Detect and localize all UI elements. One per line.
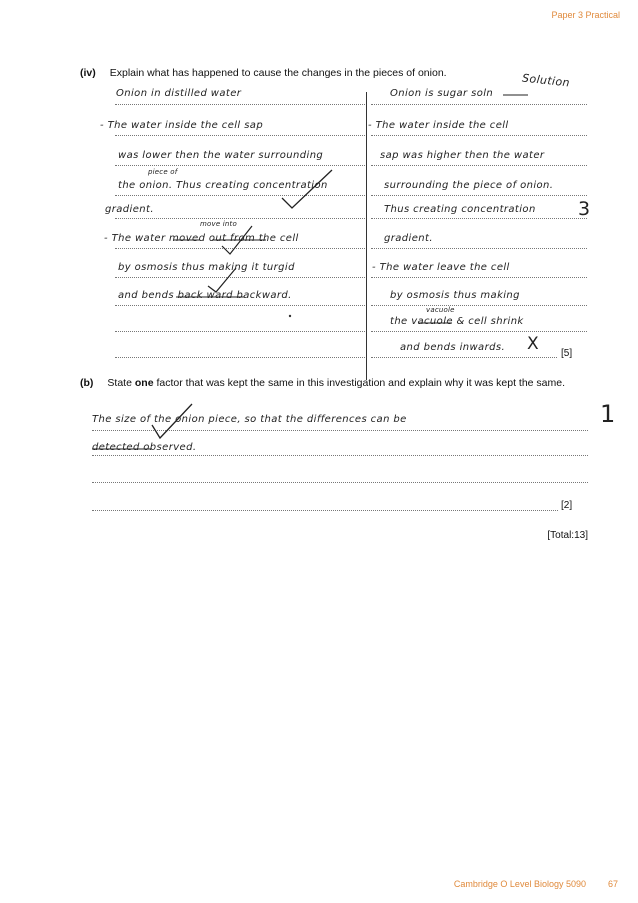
handwritten-answer-line: and bends back ward backward.	[118, 290, 292, 301]
handwritten-answer-line: - The water inside the cell sap	[100, 120, 264, 131]
question-iv	[80, 67, 447, 79]
answer-line	[115, 331, 365, 332]
handwritten-answer-line: by osmosis thus making	[390, 290, 520, 301]
handwritten-answer-line: the vacuole & cell shrink	[390, 316, 524, 327]
handwritten-answer-line: gradient.	[384, 233, 433, 244]
answer-line	[115, 195, 365, 196]
score-iv: 3	[578, 198, 591, 220]
handwritten-insert: move into	[200, 220, 237, 228]
answer-line	[115, 357, 365, 358]
stray-mark	[289, 315, 291, 317]
handwritten-answer-line: and bends inwards.	[400, 342, 506, 353]
answer-line	[371, 195, 587, 196]
answer-line	[115, 135, 365, 136]
answer-line	[371, 165, 587, 166]
handwritten-answer-line: Onion is sugar soln	[390, 88, 494, 99]
answer-column-divider	[366, 92, 367, 380]
handwritten-answer-line: the onion. Thus creating concentration	[118, 180, 328, 191]
question-b-label: (b)	[80, 377, 94, 389]
handwritten-answer-line: - The water leave the cell	[372, 262, 510, 273]
handwritten-answer-line: was lower then the water surrounding	[118, 150, 324, 161]
marks-b: [2]	[561, 500, 573, 511]
handwritten-answer-line: Onion in distilled water	[116, 88, 242, 99]
answer-line	[371, 104, 587, 105]
answer-line	[115, 165, 365, 166]
answer-line	[115, 248, 365, 249]
page-number: 67	[607, 879, 618, 889]
answer-line	[371, 218, 587, 219]
handwritten-answer-line: detected observed.	[92, 442, 197, 453]
answer-line	[371, 135, 587, 136]
answer-line	[115, 277, 365, 278]
total-marks: [Total:13]	[547, 530, 588, 541]
handwritten-answer-line: The size of the onion piece, so that the differences can be	[92, 414, 407, 425]
answer-line	[371, 357, 557, 358]
handwritten-insert: vacuole	[426, 306, 455, 314]
answer-line	[92, 455, 588, 456]
handwritten-answer-line: sap was higher then the water	[380, 150, 545, 161]
cross-mark: X	[527, 334, 540, 354]
answer-line	[92, 482, 588, 483]
question-iv-prompt: Explain what has happened to cause the changes in the pieces of onion.	[109, 67, 447, 79]
handwritten-insert: piece of	[148, 168, 178, 176]
handwritten-answer-line: surrounding the piece of onion.	[384, 180, 554, 191]
handwritten-answer-line: - The water inside the cell	[368, 120, 509, 131]
answer-line	[92, 430, 588, 431]
answer-line	[371, 277, 587, 278]
page-footer	[454, 879, 618, 889]
question-b-prompt-emphasis: one	[134, 377, 154, 389]
question-b	[80, 376, 600, 390]
handwritten-answer-line: - The water moved out from the cell	[104, 233, 299, 244]
margin-note-solution: Solution	[521, 71, 571, 90]
answer-line	[92, 510, 558, 511]
answer-line	[115, 305, 365, 306]
answer-line	[371, 331, 587, 332]
answer-line	[371, 305, 587, 306]
score-b: 1	[600, 400, 616, 428]
marks-iv: [5]	[561, 348, 573, 359]
page-header: Paper 3 Practical	[551, 10, 620, 20]
handwritten-answer-line: Thus creating concentration	[384, 204, 536, 215]
handwritten-answer-line: gradient.	[105, 204, 154, 215]
answer-line	[371, 248, 587, 249]
question-b-prompt-start: State	[107, 377, 132, 389]
answer-line	[115, 104, 365, 105]
question-iv-label: (iv)	[80, 67, 96, 79]
question-b-prompt-end: factor that was kept the same in this investigation and explain why it was kept the same.	[156, 377, 566, 389]
footer-source: Cambridge O Level Biology 5090	[453, 879, 586, 889]
answer-line	[115, 218, 365, 219]
handwritten-answer-line: by osmosis thus making it turgid	[118, 262, 295, 273]
